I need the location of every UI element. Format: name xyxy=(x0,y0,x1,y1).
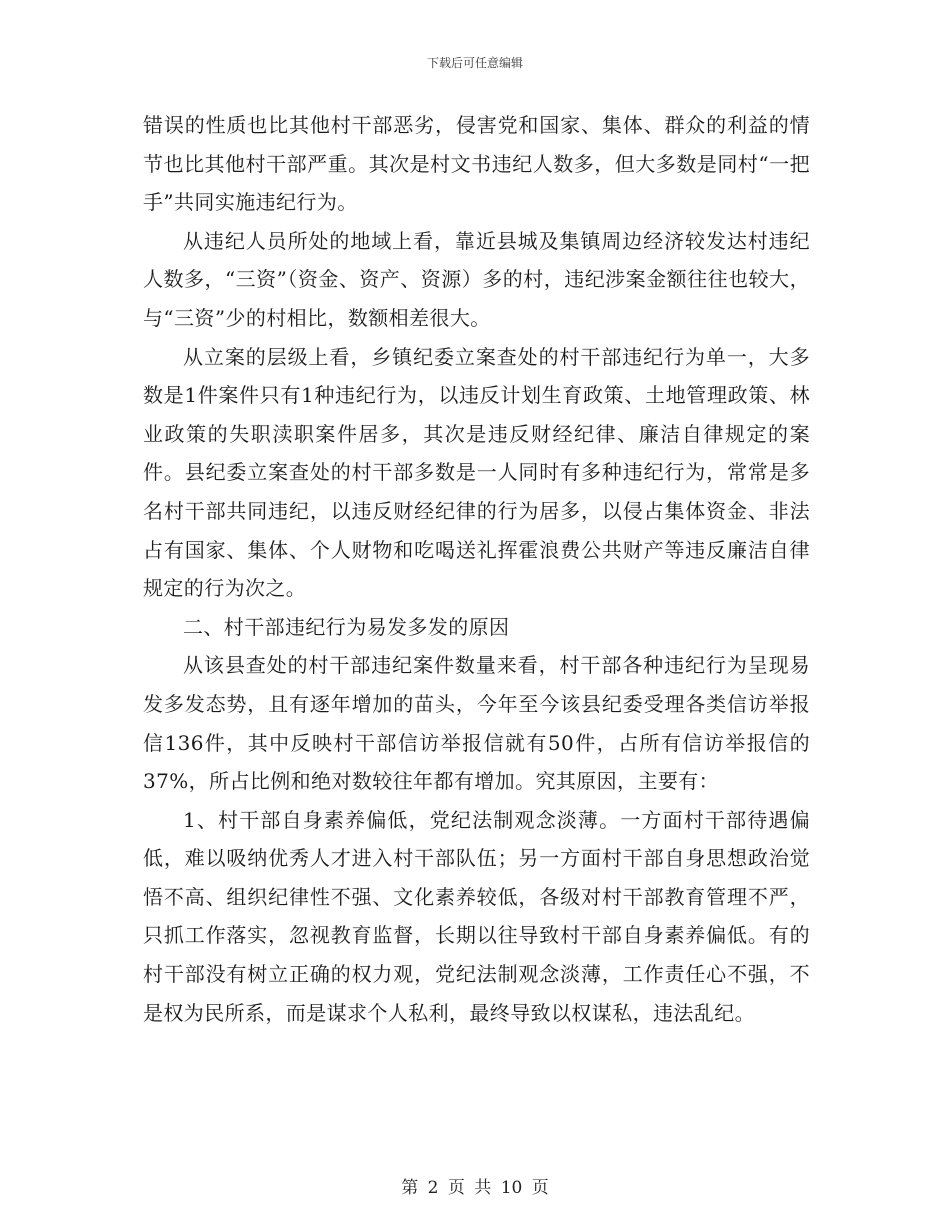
paragraph: 1、村干部自身素养偏低，党纪法制观念淡薄。一方面村干部待遇偏低，难以吸纳优秀人才进入村干部队伍；另一方面村干部自身思想政治觉悟不高、组织纪律性不强、文化素养较低，各级对村干部教育管理不严，只抓工作落实，忽视教育监督，长期以往导致村干部自身素养偏低。有的村干部没有树立正确的权力观，党纪法制观念淡薄，工作责任心不强，不是权为民所系，而是谋求个人私利，最终导致以权谋私，违法乱纪。 xyxy=(143,807,810,1025)
paragraph: 从违纪人员所处的地域上看，靠近县城及集镇周边经济较发达村违纪人数多，“三资”（资金、资产、资源）多的村，违纪涉案金额往往也较大，与“三资”少的村相比，数额相差很大。 xyxy=(143,228,810,330)
document-body xyxy=(143,106,810,1032)
paragraph: 从立案的层级上看，乡镇纪委立案查处的村干部违纪行为单一，大多数是1件案件只有1种违纪行为，以违反计划生育政策、土地管理政策、林业政策的失职渎职案件居多，其次是违反财经纪律、廉洁自律规定的案件。县纪委立案查处的村干部多数是一人同时有多种违纪行为，常常是多名村干部共同违纪，以违反财经纪律的行为居多，以侵占集体资金、非法占有国家、集体、个人财物和吃喝送礼挥霍浪费公共财产等违反廉洁自律规定的行为次之。 xyxy=(143,344,810,601)
paragraph: 从该县查处的村干部违纪案件数量来看，村干部各种违纪行为呈现易发多发态势，且有逐年增加的苗头，今年至今该县纪委受理各类信访举报信136件，其中反映村干部信访举报信就有50件，占所有信访举报信的37%，所占比例和绝对数较往年都有增加。究其原因，主要有： xyxy=(143,653,810,794)
page-number-footer: 第 2 页 共 10 页 xyxy=(401,1178,549,1198)
paragraph: 错误的性质也比其他村干部恶劣，侵害党和国家、集体、群众的利益的情节也比其他村干部严重。其次是村文书违纪人数多，但大多数是同村“一把手”共同实施违纪行为。 xyxy=(143,113,810,215)
section-heading: 二、村干部违纪行为易发多发的原因 xyxy=(183,614,510,639)
page-header-note: 下载后可任意编辑 xyxy=(426,56,523,70)
